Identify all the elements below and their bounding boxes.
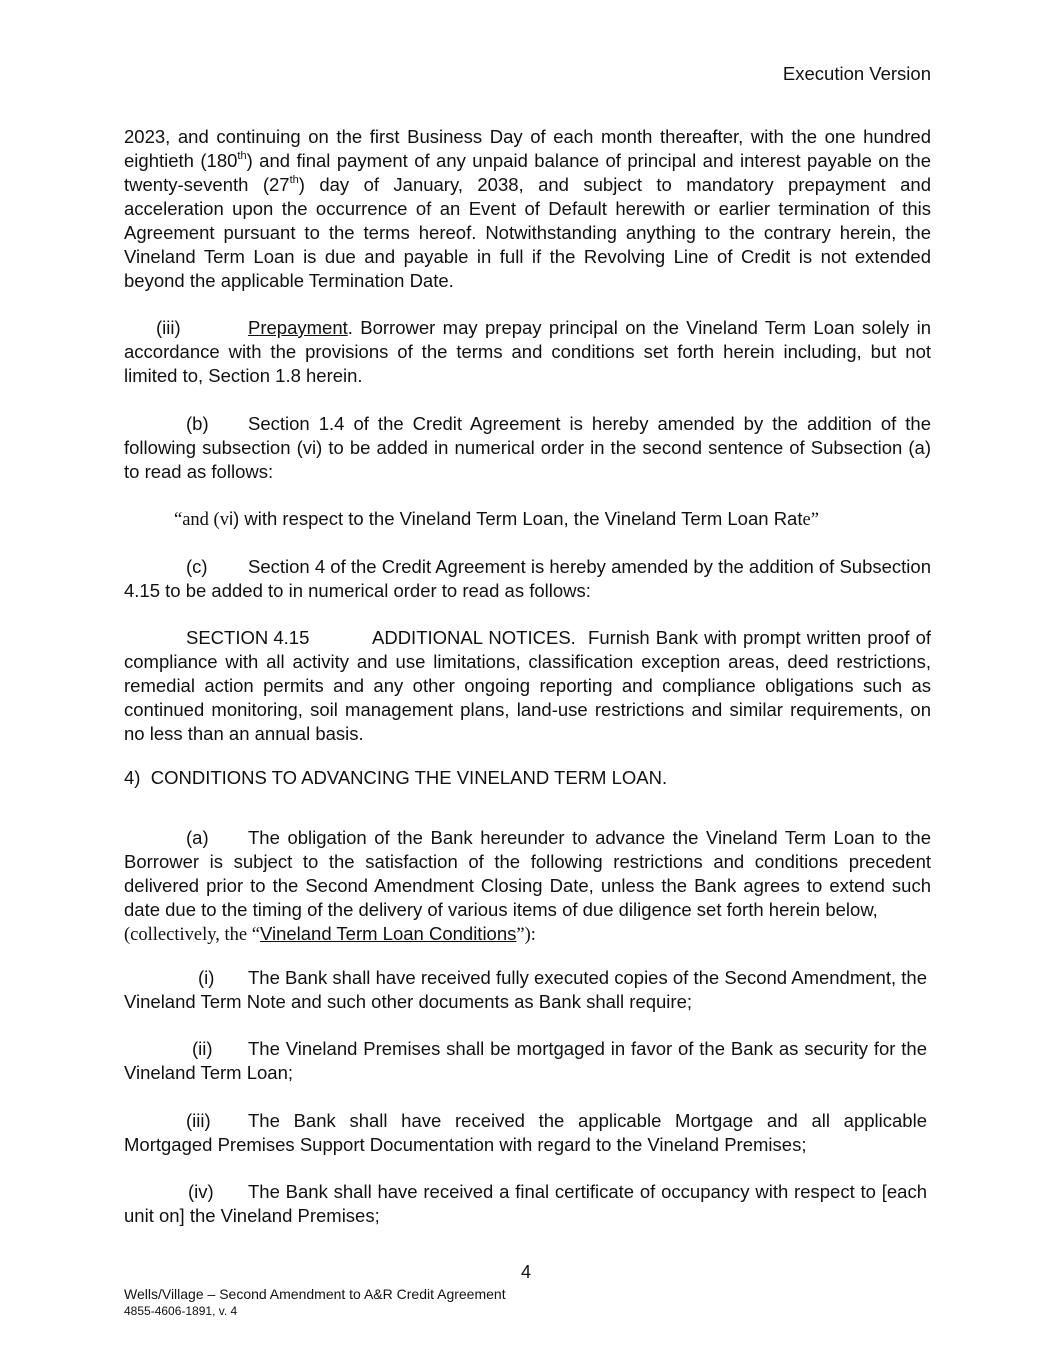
condition-ii: (ii) The Vineland Premises shall be mortgaged in favor of the Bank as security for the Vineland Term Loan; (124, 1038, 927, 1083)
clause-number: (iii) (186, 1110, 211, 1131)
document-page (124, 0, 931, 1365)
section-heading-4: 4) CONDITIONS TO ADVANCING THE VINELAND TERM LOAN. (124, 767, 668, 788)
section-number: SECTION 4.15 (186, 627, 310, 648)
condition-iii: (iii) The Bank shall have received the applicable Mortgage and all applicable Mortgaged Premises Support Documentation with regard to the Vineland Premises; (124, 1110, 927, 1155)
paragraph-a: (a) The obligation of the Bank hereunder to advance the Vineland Term Loan to the Borrower is subject to the satisfaction of the following restrictions and conditions precedent delivered prior to the Second Amendment Closing Date, unless the Bank agrees to extend such date due to the timing of the delivery of various items of due diligence set forth herein below, (collectively, the “Vineland Term Loan Conditions”): (124, 827, 931, 945)
execution-version-header: Execution Version (782, 63, 931, 84)
footer-document-title: Wells/Village – Second Amendment to A&R Credit Agreement (124, 1286, 506, 1302)
clause-number: (iv) (188, 1181, 214, 1202)
footer-document-id: 4855-4606-1891, v. 4 (124, 1304, 238, 1318)
clause-number: (c) (186, 556, 208, 577)
paragraph-prepayment: (iii) Prepayment. Borrower may prepay principal on the Vineland Term Loan solely in accordance with the provisions of the terms and conditions set forth herein including, but not limited to, Section 1.8 herein. (124, 317, 931, 386)
prepayment-title: Prepayment (248, 317, 348, 338)
clause-number: (a) (186, 827, 209, 848)
clause-number: (iii) (156, 317, 181, 338)
condition-iv: (iv) The Bank shall have received a final certificate of occupancy with respect to [each unit on] the Vineland Premises; (124, 1181, 927, 1226)
clause-number: (ii) (192, 1038, 213, 1059)
page-number: 4 (521, 1262, 532, 1282)
clause-number: (i) (198, 967, 215, 988)
paragraph-c: (c) Section 4 of the Credit Agreement is hereby amended by the addition of Subsection 4.15 to be added to in numerical order to read as follows: (124, 556, 931, 601)
paragraph-payment-terms: 2023, and continuing on the first Business Day of each month thereafter, with the one hundred eightieth (180th) and final payment of any unpaid balance of principal and interest payable on the twenty-seventh (27th) day of January, 2038, and subject to mandatory prepayment and acceleration upon the occurrence of an Event of Default herewith or earlier termination of this Agreement pursuant to the terms hereof. Notwithstanding anything to the contrary herein, the Vineland Term Loan is due and payable in full if the Revolving Line of Credit is not extended beyond the applicable Termination Date. (124, 126, 931, 291)
defined-term: Vineland Term Loan Conditions (259, 923, 517, 944)
section-title: ADDITIONAL NOTICES. (372, 627, 576, 648)
section-4-15: SECTION 4.15 ADDITIONAL NOTICES. Furnish Bank with prompt written proof of compliance with all activity and use limitations, classification exception areas, deed restrictions, remedial action permits and any other ongoing reporting and compliance obligations such as continued monitoring, soil management plans, land-use restrictions and similar requirements, on no less than an annual basis. (124, 627, 932, 744)
clause-number: (b) (186, 413, 209, 434)
condition-i: (i) The Bank shall have received fully executed copies of the Second Amendment, the Vineland Term Note and such other documents as Bank shall require; (124, 967, 927, 1012)
paragraph-b: (b) Section 1.4 of the Credit Agreement is hereby amended by the addition of the following subsection (vi) to be added in numerical order in the second sentence of Subsection (a) to read as follows: (124, 413, 931, 482)
quoted-amendment: “and (vi) with respect to the Vineland Term Loan, the Vineland Term Loan Rate” (174, 508, 819, 530)
